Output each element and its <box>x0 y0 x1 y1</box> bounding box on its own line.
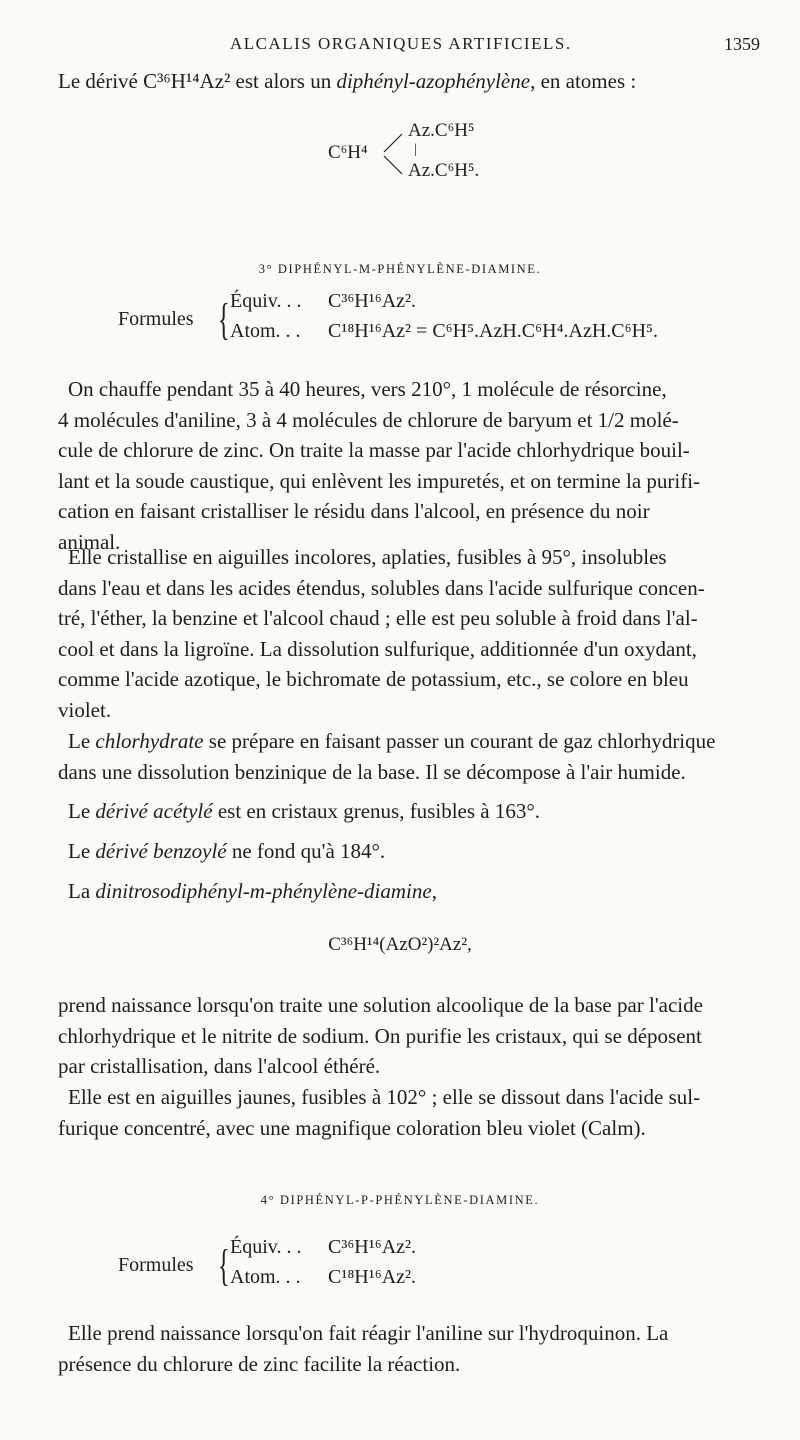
term-acetyle: dérivé acétylé <box>95 799 213 823</box>
paragraph-para-isomer: Elle prend naissance lorsqu'on fait réagir l'aniline sur l'hydroquinon. La présence du chlorure de zinc facilite la réaction. <box>58 1321 669 1376</box>
paragraph-benzoyle: Le dérivé benzoylé ne fond qu'à 184°. <box>68 839 386 863</box>
section-4-heading: 4° DIPHÉNYL-P-PHÉNYLÈNE-DIAMINE. <box>260 1193 540 1207</box>
paragraph-properties: Elle cristallise en aiguilles incolores, aplaties, fusibles à 95°, insolubles dans l'eau et dans les acides étendus, solubles dans l'acide sulfurique concen- tré, l'éther, la benzine et l'alcool chaud ; elle est peu soluble à froid dans l'al- cool et dans la ligroïne. La dissolution sulfurique, additionnée d'un oxydant, comme l'acide azotique, le bichromate de potassium, etc., se colore en bleu violet. <box>58 545 705 722</box>
formula-label: Formules <box>118 308 194 330</box>
running-title: ALCALIS ORGANIQUES ARTIFICIELS. <box>230 34 572 53</box>
equiv-label: Équiv. . . <box>230 290 302 312</box>
section-3-formulas <box>118 290 758 360</box>
paragraph-preparation: On chauffe pendant 35 à 40 heures, vers 210°, 1 molécule de résorcine, 4 molécules d'aniline, 3 à 4 molécules de chlorure de baryum et 1/2 molé- cule de chlorure de zinc. On traite la masse par l'acide chlorhydrique bouil- lant et la soude caustique, qui enlèvent les impuretés, et on termine la purifi- cation en faisant cristalliser le résidu dans l'alcool, en présence du noir animal. <box>58 377 701 554</box>
page-number: 1359 <box>724 34 760 54</box>
paragraph-dinitroso-properties: Elle est en aiguilles jaunes, fusibles à 102° ; elle se dissout dans l'acide sul- furique concentré, avec une magnifique coloration bleu violet (Calm). <box>58 1085 701 1140</box>
dinitroso-formula: C³⁶H¹⁴(AzO²)²Az², <box>328 934 472 955</box>
brace: { <box>218 1241 230 1290</box>
equiv-label: Équiv. . . <box>230 1236 302 1258</box>
structural-formula <box>328 120 548 210</box>
section-4-formulas <box>118 1236 758 1306</box>
structure-core: C⁶H⁴ <box>328 142 368 163</box>
atom-value: C¹⁸H¹⁶Az². <box>328 1266 417 1288</box>
intro-line: Le dérivé C³⁶H¹⁴Az² est alors un diphényl-azophénylène, en atomes : <box>58 69 637 93</box>
term-benzoyle: dérivé benzoylé <box>95 839 227 863</box>
section-3-heading: 3° DIPHÉNYL-M-PHÉNYLÈNE-DIAMINE. <box>258 262 542 276</box>
structure-top: Az.C⁶H⁵ <box>408 120 475 141</box>
atom-value: C¹⁸H¹⁶Az² = C⁶H⁵.AzH.C⁶H⁴.AzH.C⁶H⁵. <box>328 320 659 342</box>
term-chlorhydrate: chlorhydrate <box>95 729 204 753</box>
term-dinitroso: dinitrosodiphényl-m-phénylène-diamine <box>95 879 432 903</box>
atom-label: Atom. . . <box>230 320 301 342</box>
structure-bond: | <box>414 142 417 157</box>
page-header <box>0 34 800 58</box>
formula-label: Formules <box>118 1254 194 1276</box>
paragraph-dinitroso-preparation: prend naissance lorsqu'on traite une solution alcoolique de la base par l'acide chlorhydrique et le nitrite de sodium. On purifie les cristaux, qui se déposent par cristallisation, dans l'alcool éthéré. <box>58 993 703 1078</box>
structure-bonds <box>382 126 406 182</box>
compound-name: diphényl-azophénylène <box>336 69 531 93</box>
paragraph-acetyle: Le dérivé acétylé est en cristaux grenus, fusibles à 163°. <box>68 799 540 823</box>
structure-bottom: Az.C⁶H⁵. <box>408 160 480 181</box>
equiv-value: C³⁶H¹⁶Az². <box>328 290 417 312</box>
paragraph-dinitroso: La dinitrosodiphényl-m-phénylène-diamine, <box>68 879 437 903</box>
paragraph-chlorhydrate: Le chlorhydrate se prépare en faisant passer un courant de gaz chlorhydrique dans une dissolution benzinique de la base. Il se décompose à l'air humide. <box>58 729 716 784</box>
equiv-value: C³⁶H¹⁶Az². <box>328 1236 417 1258</box>
atom-label: Atom. . . <box>230 1266 301 1288</box>
brace: { <box>218 295 230 344</box>
